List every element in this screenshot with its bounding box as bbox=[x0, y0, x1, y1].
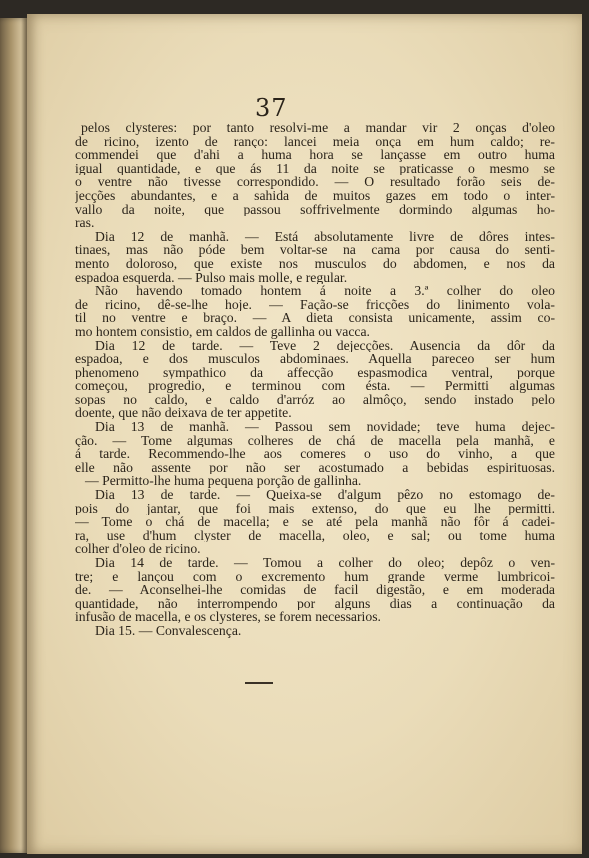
text-line: colher d'oleo de ricino. bbox=[75, 542, 201, 556]
text-line: mento doloroso, que existe nos musculos do abdomen, e nos da bbox=[75, 256, 555, 271]
text-line: começou, progredio, e terminou com ésta. — Permitti algumas bbox=[75, 379, 555, 393]
body-text bbox=[75, 121, 555, 638]
facing-page-edge bbox=[0, 18, 28, 853]
text-line: phenomeno sympathico da affecção espasmodica ventral, porque bbox=[75, 365, 555, 380]
text-line: o ventre não tivesse correspondido. — O resultado forão seis de- bbox=[75, 175, 555, 189]
text-line: Não havendo tomado hontem á noite a 3.ª colher do oleo bbox=[95, 284, 555, 298]
text-line: ras. bbox=[75, 216, 95, 230]
text-line: mo hontem consistio, em caldos de gallinha ou vacca. bbox=[75, 324, 370, 339]
text-line: Dia 13 de manhã. — Passou sem novidade; teve huma dejec- bbox=[95, 420, 555, 434]
text-line: — Permitto-lhe huma pequena porção de gallinha. bbox=[85, 474, 362, 489]
text-line: pelos clysteres: por tanto resolvi-me a mandar vir 2 onças d'oleo bbox=[81, 121, 555, 135]
text-line: elle não assente por não ser acostumado a bebidas espirituosas. bbox=[75, 460, 555, 475]
text-line: espadoa, e dos musculos abdominaes. Aquella pareceo ser hum bbox=[75, 352, 555, 366]
text-line: de ricino, dê-se-lhe hoje. — Fação-se fricções do linimento vola- bbox=[75, 297, 555, 312]
text-line: commendei que d'ahi a huma hora se lançasse em outro huma bbox=[75, 148, 555, 162]
text-line: Dia 12 de manhã. — Está absolutamente livre de dôres intes- bbox=[95, 229, 555, 244]
page-number: 37 bbox=[255, 94, 288, 122]
text-line: vallo da noite, que passou soffrivelmente dormindo algumas ho- bbox=[75, 202, 555, 217]
text-line: tre; e lançou com o excremento hum grande verme lumbricoi- bbox=[75, 569, 555, 584]
text-line: Dia 13 de tarde. — Queixa-se d'algum pêzo no estomago de- bbox=[95, 488, 555, 502]
text-line: quantidade, não interrompendo por alguns dias a continuação da bbox=[75, 596, 555, 611]
text-line: tinaes, mas não póde bem voltar-se na cama por causa do senti- bbox=[75, 243, 555, 257]
text-line: jecções abundantes, e a sahida de muitos gazes em todo o inter- bbox=[75, 188, 555, 203]
section-end-rule bbox=[245, 682, 273, 684]
text-line: til no ventre e braço. — A dieta consista unicamente, assim co- bbox=[75, 311, 555, 325]
text-line: — Tome o chá de macella; e se até pela manhã não fôr á cadei- bbox=[75, 515, 555, 529]
text-line: doente, que não deixava de ter appetite. bbox=[75, 406, 292, 421]
text-line: Dia 14 de tarde. — Tomou a colher do oleo; depôz o ven- bbox=[95, 556, 555, 570]
text-line: ção. — Tome algumas colheres de chá de macella pela manhã, e bbox=[75, 433, 555, 448]
text-line: de ricino, izento de ranço: lancei meia onça em hum caldo; re- bbox=[75, 134, 555, 149]
text-line: pois do jantar, que foi mais extenso, do que eu lhe permitti. bbox=[75, 501, 555, 516]
text-line: infusão de macella, e os clysteres, se forem necessarios. bbox=[75, 610, 381, 624]
text-line: espadoa esquerda. — Pulso mais molle, e regular. bbox=[75, 270, 348, 285]
text-line: Dia 15. — Convalescença. bbox=[95, 623, 242, 638]
text-line: Dia 12 de tarde. — Teve 2 dejecções. Ausencia da dôr da bbox=[95, 338, 555, 353]
text-line: ra, use d'hum clyster de macella, oleo, e sal; ou tome huma bbox=[75, 528, 555, 543]
text-line: igual quantidade, e que ás 11 da noite se praticasse o mesmo se bbox=[75, 161, 555, 176]
text-line: sopas no caldo, e caldo d'arróz ao almôço, sendo instado pelo bbox=[75, 392, 555, 407]
text-line: á tarde. Recommendo-lhe aos comeres o uso do vinho, a que bbox=[75, 447, 555, 461]
text-line: de. — Aconselhei-lhe comidas de facil digestão, e em moderada bbox=[75, 583, 555, 597]
